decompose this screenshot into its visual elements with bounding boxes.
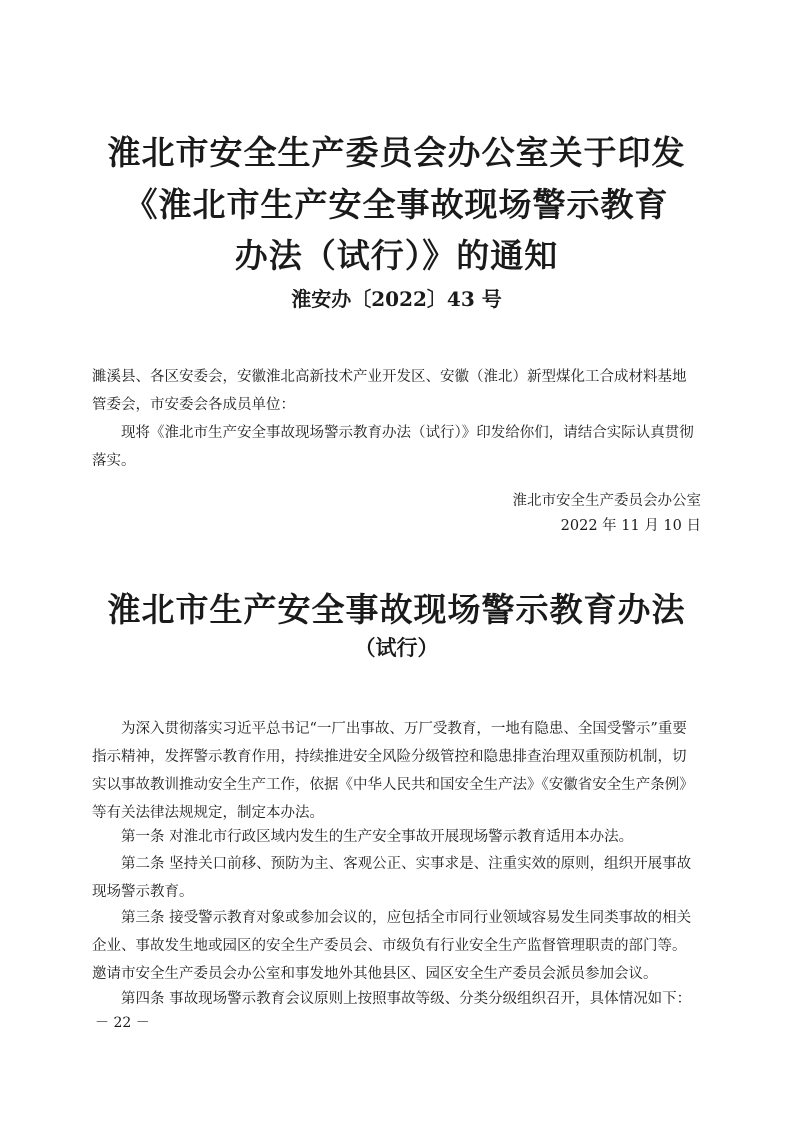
document-number: 淮安办〔2022〕43 号: [291, 287, 502, 311]
article-4: 第四条 事故现场警示教育会议原则上按照事故等级、分类分级组织召开，具体情况如下：: [121, 991, 692, 1007]
notice-title-line-2: 《淮北市生产安全事故现场警示教育: [124, 185, 669, 224]
article-2: 第二条 坚持关口前移、预防为主、客观公正、实事求是、注重实效的原则，组织开展事故现场警示教育。: [92, 856, 692, 900]
article-1: 第一条 对淮北市行政区域内发生的生产安全事故开展现场警示教育适用本办法。: [121, 829, 634, 845]
page-number: － 22 －: [95, 1015, 150, 1031]
notice-recipients: 濉溪县、各区安委会，安徽淮北高新技术产业开发区、安徽（淮北）新型煤化工合成材料基地管委会，市安委会各成员单位：: [92, 369, 687, 413]
issue-date: 2022 年 11 月 10 日: [560, 518, 701, 534]
measures-subtitle: （试行）: [354, 635, 439, 660]
notice-title-line-1: 淮北市安全生产委员会办公室关于印发: [107, 133, 686, 172]
notice-title-line-3: 办法（试行）》的通知: [234, 236, 559, 275]
measures-preamble: 为深入贯彻落实习近平总书记“一厂出事故、万厂受教育，一地有隐患、全国受警示”重要指示精神，发挥警示教育作用，持续推进安全风险分级管控和隐患排查治理双重预防机制，切实以事故教训推动安全生产工作，依据《中华人民共和国安全生产法》《安徽省安全生产条例》等有关法律法规规定，制定本办法。: [92, 721, 694, 821]
notice-body: 现将《淮北市生产安全事故现场警示教育办法（试行）》印发给你们，请结合实际认真贯彻落实。: [92, 425, 694, 469]
measures-title: 淮北市生产安全事故现场警示教育办法: [107, 590, 686, 629]
issuer-signature: 淮北市安全生产委员会办公室: [512, 493, 701, 509]
article-3: 第三条 接受警示教育对象或参加会议的，应包括全市同行业领域容易发生同类事故的相关企业、事故发生地或园区的安全生产委员会、市级负有行业安全生产监督管理职责的部门等。邀请市安全生产委员会办公室和事发地外其他县区、园区安全生产委员会派员参加会议。: [92, 910, 692, 982]
